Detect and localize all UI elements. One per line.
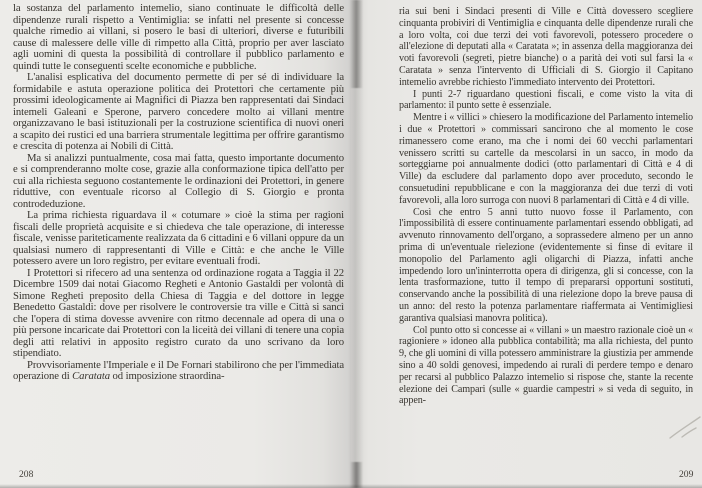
paragraph: I punti 2-7 riguardano questioni fiscali, e come visto la vita di parlamento: il punto sette è essenziale. xyxy=(399,88,693,112)
paragraph: Mentre i « villici » chiesero la modificazione del Parlamento intemelio i due « Protettori » commissari sancirono che al momento le cose rimanessero come erano, ma che i nomi dei 60 vecchi parlamentari venissero scritti su cartelle da mescolarsi in un sacco, in modo da sorteggiarne poi annualmente dodici (otto parlamentari di Città e 4 di Ville) da escludere dal parlamento dopo aver proceduto, secondo le consuetudini repubblicane e con la maggioranza dei due terzi di voti favorevoli, alla loro surroga con nuovi 8 parlamentari di Città e 4 di ville. xyxy=(399,112,693,206)
page-left-text xyxy=(13,3,344,383)
paragraph: I Protettori si rifecero ad una sentenza od ordinazione rogata a Taggia il 22 Dicembre 1509 dai notai Giacomo Regheti e Antonio Gastaldi per volontà di Simone Regheti preposito della Chiesa di Taggia e del dottore in legge Benedetto Gastaldi: dove per risolvere le controversie tra ville e Città si sancì che l'opera di stima dovesse avvenire con ritmo decennale ad opera di una o più persone incaricate dai Protettori con la liceità dei villani di tenere una copia degli atti relativi in apposito registro curato da uno scrivano da loro stipendiato. xyxy=(13,266,344,359)
paragraph: la sostanza del parlamento intemelio, siano continuate le difficoltà delle dipendenze rurali rispetto a Ventimiglia: se infatti nel presente si concesse qualche rimedio ai villani, si posero le basi di ulteriori, diverse e futuribili cause di malessere delle ville di rimpetto alla Città, proprio per aver lasciato agli uomini di questa la possibilità di controllare il pubblico parlamento e quindi tutte le conseguenti scelte economiche e pubbliche. xyxy=(13,2,344,72)
page-number-right: 209 xyxy=(679,469,694,480)
paragraph: Ma si analizzi puntualmente, cosa mai fatta, questo importante documento e si comprenderanno molte cose, grazie alla conformazione tipica dell'atto per cui alla richiesta seguono costantemente le ordinazioni dei Protettori, in genere riduttive, con eventuale ricorso al Collegio di S. Giorgio e pronta controdeduzione. xyxy=(13,151,344,210)
paragraph: La prima richiesta riguardava il « cotumare » cioè la stima per ragioni fiscali delle proprietà acquisite e si chiedeva che tale operazione, di interesse fiscale, venisse pariteticamente realizzata da 6 cittadini e 6 villani oppure da un qualsiasi numero di rappresentanti di Ville e Città: e che anche le Ville potessero avere un loro registro, per evitare eventuali frodi. xyxy=(13,209,344,267)
paragraph: L'analisi esplicativa del documento permette di per sé di individuare la formidabile e astuta operazione politica dei Protettori che certamente più prossimi ideologicamente ai Magnifici di Piazza ben rappresentati dai Sindaci intemeli Galeani e Sperone, parvero concedere molto ai villani mentre organizzavano le basi istituzionali per la costruzione scientifica di nuovi oneri a scapito dei rustici ed una barriera strumentale legittima per offrire garantismo e crescita di potenza ai Nobili di Città. xyxy=(13,71,344,152)
page-right xyxy=(351,0,702,488)
paragraph: Così che entro 5 anni tutto nuovo fosse il Parlamento, con l'impossibilità di essere continuamente parlamentari essendo obbligati, ad avvenuto rinnovamento dell'organo, a soprassedere almeno per un anno prima di un'eventuale rielezione (evidentemente si finse di evitare il monopolio del Parlamento agli oligarchi di Piazza, infatti anche impedendo loro un'ininterrotta opera di dirigenza, gli si concesse, con la lenta trasformazione, tutto il tempo di prepararsi opportuni sostituti, conservando anche la possibilità di una rielezione dopo la breve pausa di un anno: del resto la potenza parlamentare riaffermata ai Ventimigliesi garantiva qualsiasi manovra politica). xyxy=(399,206,693,324)
page-number-left: 208 xyxy=(19,469,34,480)
paragraph: ria sui beni i Sindaci presenti di Ville e Città dovessero scegliere cinquanta probiviri di Ventimiglia e cinquanta delle dipendenze rurali che a loro volta, coi due terzi dei voti favorevoli, potessero procedere o all'elezione di deputati alla « Caratata »; in assenza della maggioranza dei voti favorevoli (segreti, pietre bianche) o a parità dei voti sul farsi la « Caratata » senza l'intervento di Ufficiali di S. Giorgio il Capitano intemelio avrebbe richiesto l'immediato intervento dei Protettori. xyxy=(399,6,693,88)
paragraph: Provvisoriamente l'Imperiale e il De Fornari stabilirono che per l'immediata operazione di Caratata od imposizione straordina- xyxy=(13,358,344,382)
page-right-text xyxy=(399,6,693,407)
paragraph: Col punto otto si concesse ai « villani » un maestro razionale cioè un « ragioniere » idoneo alla pubblica contabilità; ma alla richiesta, del punto 9, che gli uomini di villa potessero amministrare la giustizia per ammende sino a 40 soldi genovesi, impedendo ai rurali di perdere tempo e denaro per recarsi al pubblico Palazzo intemelio si rispose che, stante la recente elezione dei Campari (sulle « guardie campestri » si veda di seguito, in appen- xyxy=(399,324,693,407)
